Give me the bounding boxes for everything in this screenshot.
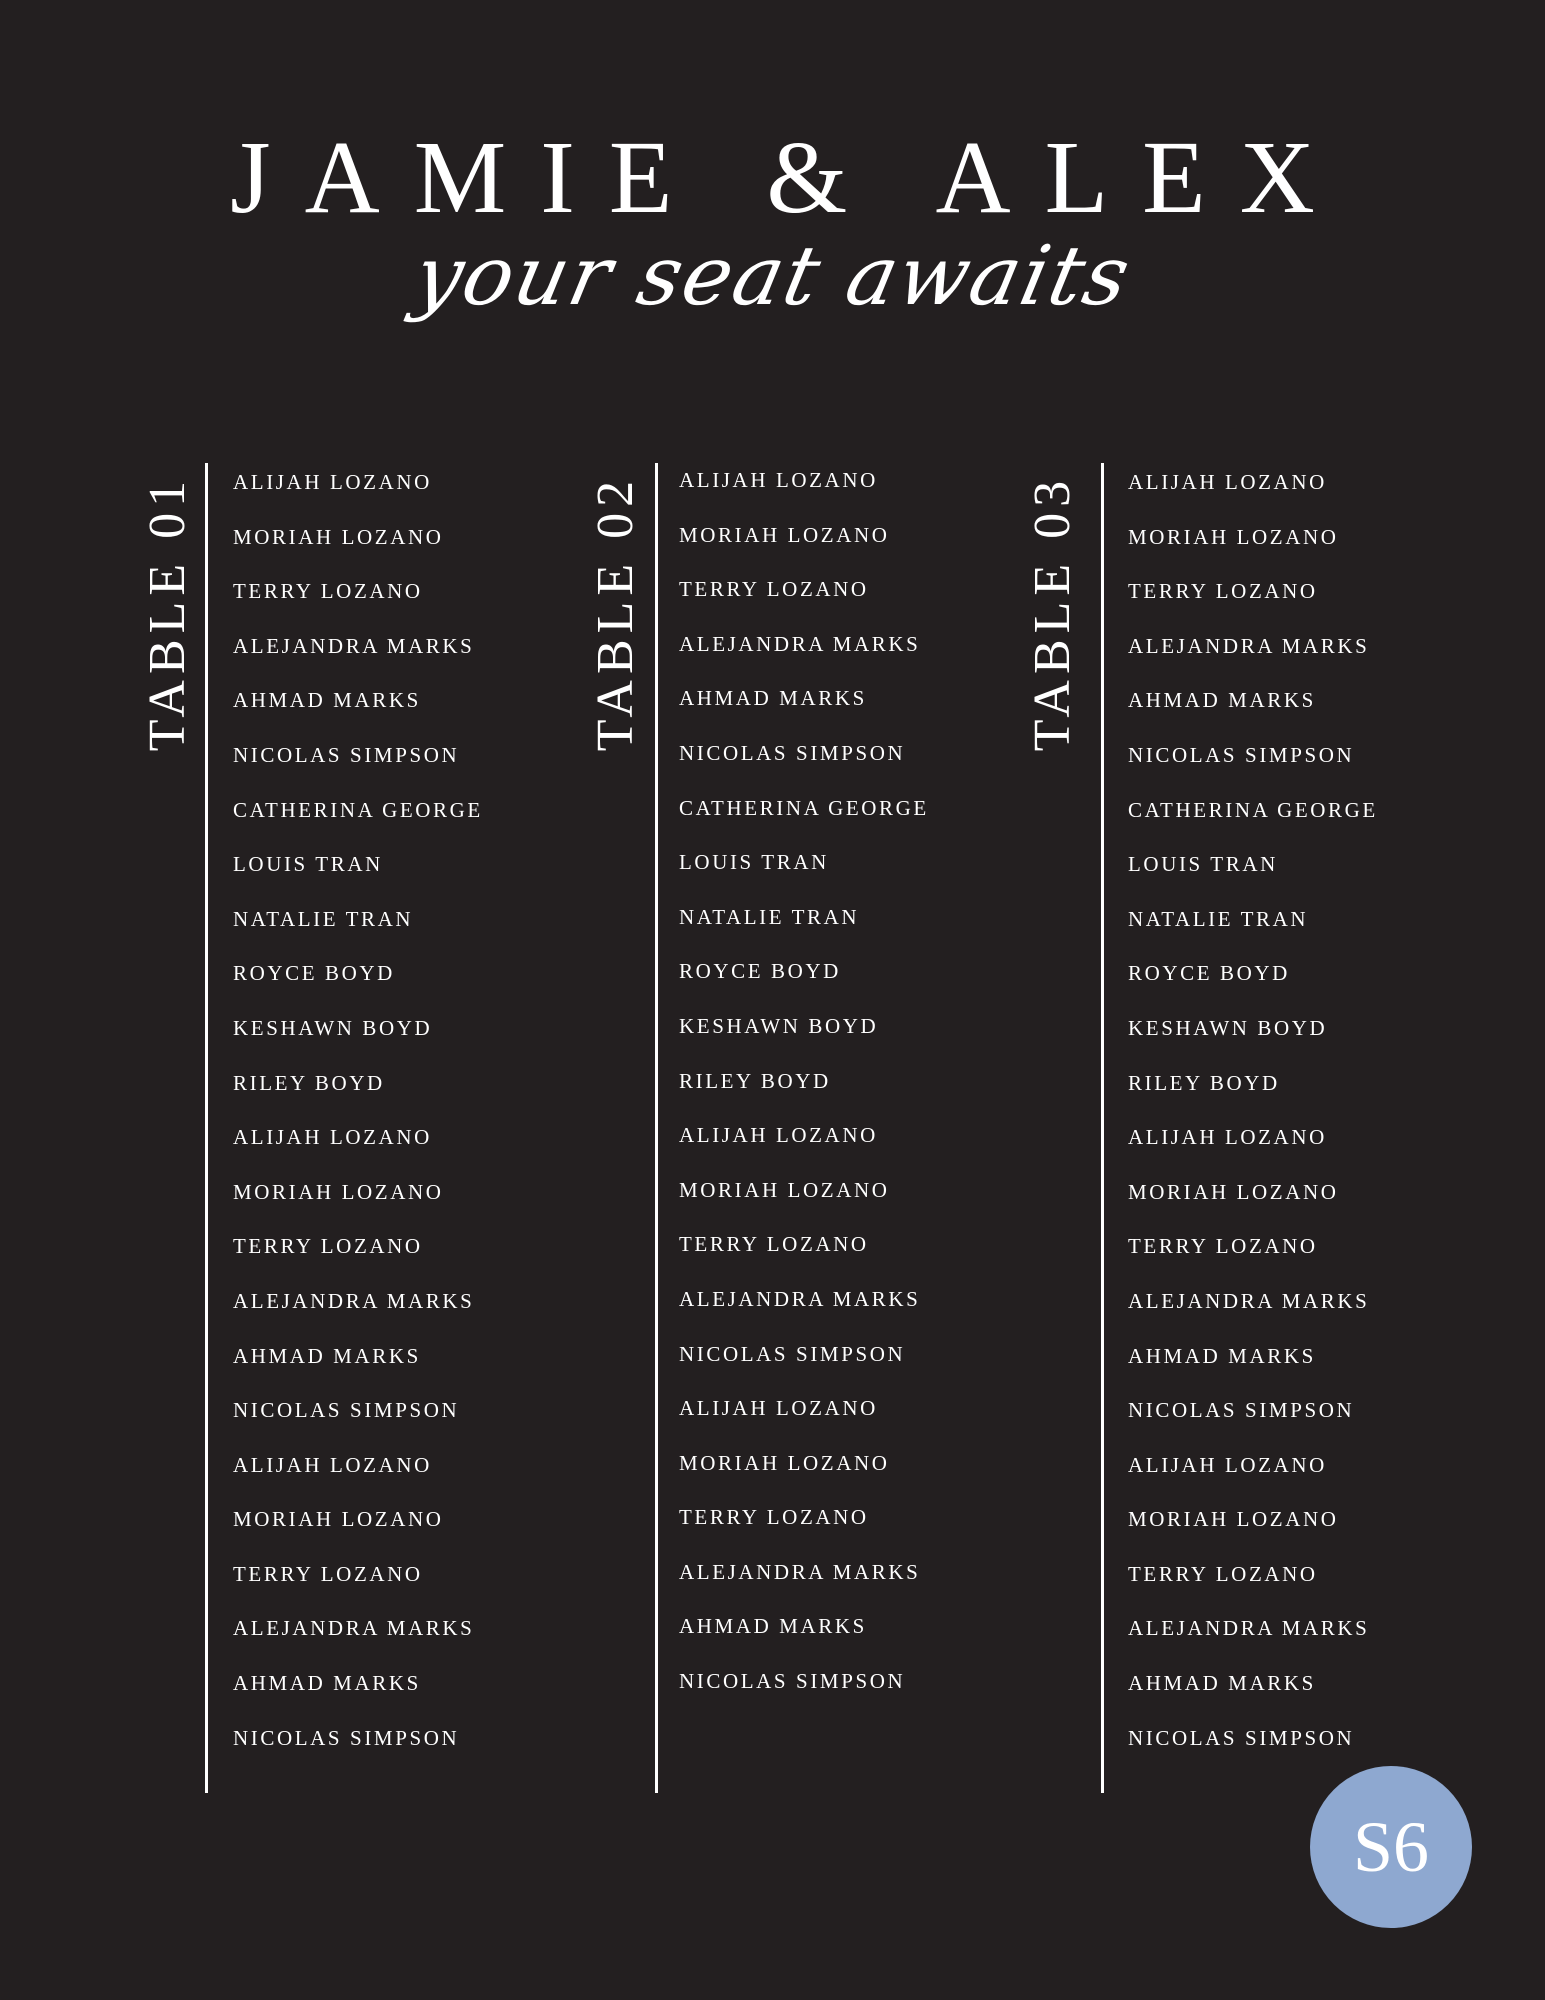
guest-name: ALIJAH LOZANO [679, 1396, 878, 1421]
guest-name: TERRY LOZANO [233, 1561, 423, 1586]
guest-name: ALIJAH LOZANO [679, 468, 878, 492]
guest-name: AHMAD MARKS [233, 1343, 421, 1368]
guest-name: LOUIS TRAN [679, 850, 829, 875]
guest-name: AHMAD MARKS [233, 688, 421, 713]
table-heading [586, 463, 646, 763]
guest-name: ALIJAH LOZANO [1128, 470, 1327, 494]
guest-name: NICOLAS SIMPSON [679, 1669, 906, 1694]
table-heading-label: TABLE 03 [1024, 474, 1081, 752]
guest-name: ALEJANDRA MARKS [1128, 1616, 1370, 1641]
guest-name: NATALIE TRAN [1128, 906, 1309, 931]
guest-name: MORIAH LOZANO [233, 1507, 444, 1532]
table-divider-line [205, 463, 208, 1793]
guest-name: MORIAH LOZANO [679, 1450, 890, 1475]
guest-name: TERRY LOZANO [679, 1505, 869, 1530]
guest-name: AHMAD MARKS [679, 686, 867, 711]
guest-name: AHMAD MARKS [233, 1671, 421, 1696]
guest-name: NICOLAS SIMPSON [1128, 742, 1355, 767]
guest-name: ALIJAH LOZANO [233, 470, 432, 494]
table-heading [138, 463, 198, 763]
guest-name: ALIJAH LOZANO [1128, 1452, 1327, 1477]
guest-name: AHMAD MARKS [679, 1614, 867, 1639]
guest-name: NICOLAS SIMPSON [233, 742, 460, 767]
guest-name: LOUIS TRAN [1128, 852, 1278, 877]
guest-name: RILEY BOYD [233, 1070, 385, 1095]
guest-name: MORIAH LOZANO [1128, 524, 1339, 549]
guest-name: TERRY LOZANO [1128, 579, 1318, 604]
table-heading-label: TABLE 02 [587, 474, 644, 752]
guest-name: CATHERINA GEORGE [233, 797, 483, 822]
guest-name: MORIAH LOZANO [233, 1179, 444, 1204]
guest-name: KESHAWN BOYD [1128, 1015, 1328, 1040]
guest-name: TERRY LOZANO [679, 1232, 869, 1257]
seat-awaits-subtitle: your seat awaits [405, 229, 1140, 324]
guest-name: ALEJANDRA MARKS [233, 633, 475, 658]
guest-name: RILEY BOYD [679, 1068, 831, 1093]
guest-name: ROYCE BOYD [1128, 961, 1290, 986]
guest-name: TERRY LOZANO [1128, 1234, 1318, 1259]
guest-name: MORIAH LOZANO [1128, 1507, 1339, 1532]
guest-name: AHMAD MARKS [1128, 1671, 1316, 1696]
guest-name: NICOLAS SIMPSON [233, 1725, 460, 1750]
guest-name: TERRY LOZANO [233, 579, 423, 604]
guest-name: MORIAH LOZANO [233, 524, 444, 549]
table-divider-line [1101, 463, 1104, 1793]
guest-list [233, 463, 483, 1773]
guest-name: ALEJANDRA MARKS [233, 1288, 475, 1313]
guest-name: ALEJANDRA MARKS [679, 1286, 921, 1311]
guest-name: AHMAD MARKS [1128, 688, 1316, 713]
guest-list [1128, 463, 1378, 1773]
guest-name: ALEJANDRA MARKS [233, 1616, 475, 1641]
guest-name: KESHAWN BOYD [233, 1015, 433, 1040]
guest-name: TERRY LOZANO [679, 577, 869, 602]
page-badge: S6 [1310, 1766, 1472, 1928]
guest-name: NATALIE TRAN [679, 904, 860, 929]
guest-name: CATHERINA GEORGE [1128, 797, 1378, 822]
guest-name: NICOLAS SIMPSON [1128, 1398, 1355, 1423]
guest-name: NICOLAS SIMPSON [1128, 1725, 1355, 1750]
guest-name: ALIJAH LOZANO [233, 1452, 432, 1477]
guest-name: NICOLAS SIMPSON [679, 740, 906, 765]
guest-name: ALEJANDRA MARKS [679, 631, 921, 656]
guest-name: ALEJANDRA MARKS [1128, 633, 1370, 658]
guest-name: TERRY LOZANO [1128, 1561, 1318, 1586]
guest-name: KESHAWN BOYD [679, 1013, 879, 1038]
guest-name: TERRY LOZANO [233, 1234, 423, 1259]
guest-name: MORIAH LOZANO [679, 1177, 890, 1202]
guest-name: LOUIS TRAN [233, 852, 383, 877]
guest-name: RILEY BOYD [1128, 1070, 1280, 1095]
guest-name: CATHERINA GEORGE [679, 795, 929, 820]
guest-name: ALIJAH LOZANO [679, 1123, 878, 1148]
guest-name: ROYCE BOYD [679, 959, 841, 984]
guest-name: ALIJAH LOZANO [233, 1125, 432, 1150]
guest-name: MORIAH LOZANO [1128, 1179, 1339, 1204]
couple-names-title: JAMIE & ALEX [230, 120, 1349, 235]
table-divider-line [655, 463, 658, 1793]
guest-name: MORIAH LOZANO [679, 522, 890, 547]
guest-name: NICOLAS SIMPSON [233, 1398, 460, 1423]
guest-name: ROYCE BOYD [233, 961, 395, 986]
guest-list [679, 461, 929, 1717]
guest-name: ALEJANDRA MARKS [1128, 1288, 1370, 1313]
table-heading [1023, 463, 1083, 763]
guest-name: NATALIE TRAN [233, 906, 414, 931]
guest-name: AHMAD MARKS [1128, 1343, 1316, 1368]
guest-name: NICOLAS SIMPSON [679, 1341, 906, 1366]
table-heading-label: TABLE 01 [139, 474, 196, 752]
guest-name: ALIJAH LOZANO [1128, 1125, 1327, 1150]
guest-name: ALEJANDRA MARKS [679, 1559, 921, 1584]
